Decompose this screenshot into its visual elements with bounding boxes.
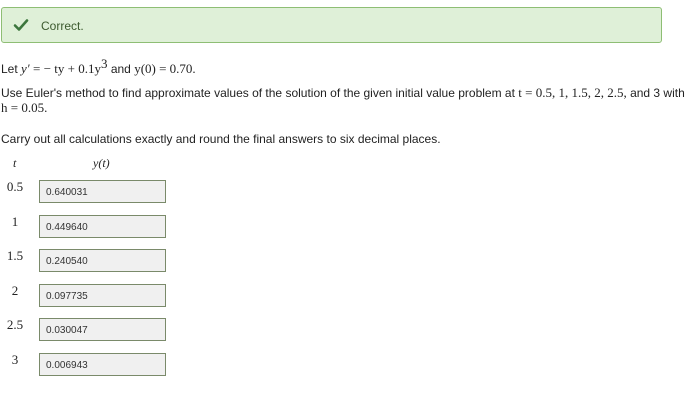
answer-field[interactable]: 0.030047 — [39, 318, 166, 341]
step-size: h = 0.05. — [1, 100, 48, 115]
equation-line — [1, 56, 196, 77]
answer-field[interactable]: 0.240540 — [39, 249, 166, 272]
t-value: 2 — [11, 283, 19, 298]
equation-equals: = — [33, 61, 41, 76]
answer-field[interactable]: 0.097735 — [39, 284, 166, 307]
t-values: t = 0.5, 1, 1.5, 2, 2.5, — [518, 85, 627, 100]
answer-field[interactable]: 0.006943 — [39, 353, 166, 376]
t-value: 3 — [11, 352, 19, 367]
feedback-banner — [1, 7, 662, 43]
t-value: 0.5 — [6, 179, 24, 194]
equation-lhs: y′ — [21, 61, 30, 76]
rounding-note: Carry out all calculations exactly and round the final answers to six decimal places. — [1, 132, 441, 146]
let-prefix: Let — [1, 62, 18, 76]
feedback-status: Correct. — [41, 19, 84, 33]
checkmark-icon — [13, 17, 29, 33]
t-value: 1.5 — [6, 248, 24, 263]
equation-exponent: 3 — [100, 56, 108, 71]
step-size-line — [1, 100, 47, 116]
column-header-t: t — [13, 156, 17, 170]
initial-condition: y(0) = 0.70. — [134, 61, 196, 76]
t-value: 1 — [11, 214, 19, 229]
instruction-prefix: Use Euler's method to find approximate values of the solution of the given initial value problem at — [1, 86, 515, 100]
column-header-y: y(t) — [93, 156, 110, 170]
instruction-line — [1, 85, 685, 101]
and-text: and — [110, 62, 131, 76]
t-value: 2.5 — [6, 317, 24, 332]
instruction-suffix: and 3 with — [630, 86, 685, 100]
equation-rhs: − ty + 0.1y — [43, 61, 101, 76]
answer-field[interactable]: 0.449640 — [39, 215, 166, 238]
answer-field[interactable]: 0.640031 — [39, 180, 166, 203]
